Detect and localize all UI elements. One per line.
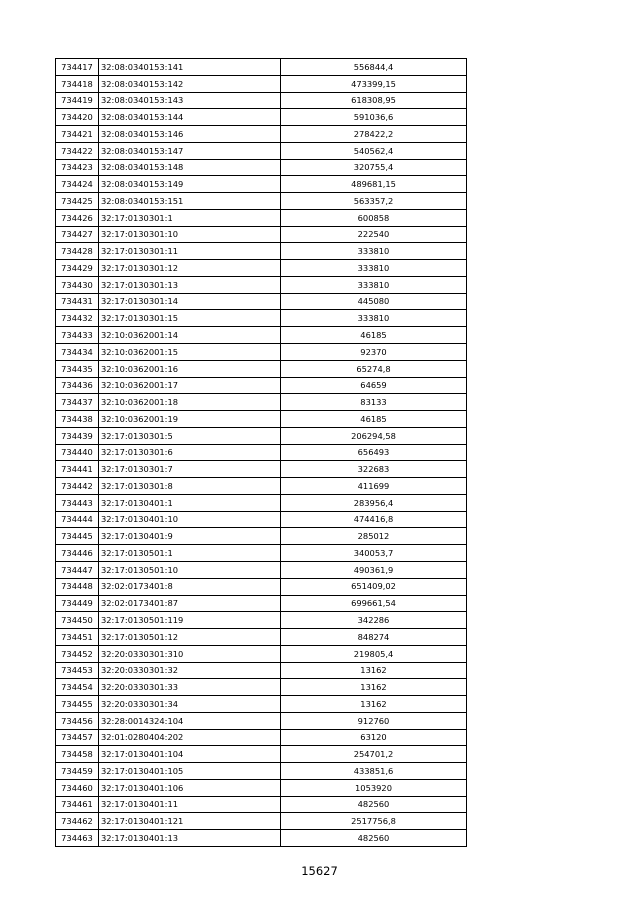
page-number: 15627 <box>301 864 338 878</box>
cadastral-value-cell: 340053,7 <box>281 545 467 562</box>
cadastral-value-cell: 490361,9 <box>281 561 467 578</box>
cadastral-number-cell: 32:08:0340153:151 <box>99 193 281 210</box>
cadastral-value-cell: 254701,2 <box>281 746 467 763</box>
cadastral-value-cell: 322683 <box>281 461 467 478</box>
table-row <box>56 545 467 562</box>
table-row <box>56 511 467 528</box>
row-id-cell: 734430 <box>56 276 99 293</box>
cadastral-value-cell: 63120 <box>281 729 467 746</box>
row-id-cell: 734423 <box>56 159 99 176</box>
table-row <box>56 830 467 847</box>
table-row <box>56 226 467 243</box>
cadastral-value-cell: 556844,4 <box>281 59 467 76</box>
row-id-cell: 734434 <box>56 344 99 361</box>
cadastral-number-cell: 32:17:0130301:8 <box>99 478 281 495</box>
cadastral-number-cell: 32:17:0130301:5 <box>99 427 281 444</box>
row-id-cell: 734460 <box>56 779 99 796</box>
cadastral-number-cell: 32:17:0130301:11 <box>99 243 281 260</box>
table-row <box>56 193 467 210</box>
row-id-cell: 734435 <box>56 360 99 377</box>
cadastral-number-cell: 32:17:0130301:6 <box>99 444 281 461</box>
row-id-cell: 734433 <box>56 327 99 344</box>
cadastral-value-cell: 285012 <box>281 528 467 545</box>
row-id-cell: 734429 <box>56 260 99 277</box>
cadastral-value-cell: 482560 <box>281 830 467 847</box>
table-row <box>56 159 467 176</box>
cadastral-number-cell: 32:17:0130401:10 <box>99 511 281 528</box>
cadastral-number-cell: 32:17:0130401:9 <box>99 528 281 545</box>
row-id-cell: 734417 <box>56 59 99 76</box>
cadastral-value-cell: 591036,6 <box>281 109 467 126</box>
cadastral-value-cell: 13162 <box>281 696 467 713</box>
cadastral-value-cell: 283956,4 <box>281 494 467 511</box>
table-row <box>56 92 467 109</box>
table-row <box>56 494 467 511</box>
row-id-cell: 734431 <box>56 293 99 310</box>
cadastral-number-cell: 32:08:0340153:141 <box>99 59 281 76</box>
row-id-cell: 734442 <box>56 478 99 495</box>
row-id-cell: 734446 <box>56 545 99 562</box>
cadastral-number-cell: 32:17:0130501:12 <box>99 629 281 646</box>
row-id-cell: 734421 <box>56 126 99 143</box>
row-id-cell: 734449 <box>56 595 99 612</box>
cadastral-number-cell: 32:17:0130401:106 <box>99 779 281 796</box>
cadastral-value-cell: 563357,2 <box>281 193 467 210</box>
cadastral-value-cell: 46185 <box>281 327 467 344</box>
cadastral-number-cell: 32:17:0130401:104 <box>99 746 281 763</box>
table-row <box>56 59 467 76</box>
row-id-cell: 734439 <box>56 427 99 444</box>
table-row <box>56 360 467 377</box>
cadastral-value-cell: 445080 <box>281 293 467 310</box>
cadastral-value-cell: 473399,15 <box>281 75 467 92</box>
table-row <box>56 243 467 260</box>
cadastral-value-cell: 482560 <box>281 796 467 813</box>
cadastral-value-cell: 333810 <box>281 310 467 327</box>
table-row <box>56 629 467 646</box>
cadastral-number-cell: 32:17:0130301:14 <box>99 293 281 310</box>
row-id-cell: 734463 <box>56 830 99 847</box>
cadastral-value-cell: 489681,15 <box>281 176 467 193</box>
cadastral-value-cell: 219805,4 <box>281 645 467 662</box>
table-row <box>56 478 467 495</box>
table-row <box>56 813 467 830</box>
cadastral-value-cell: 13162 <box>281 662 467 679</box>
cadastral-number-cell: 32:17:0130401:105 <box>99 763 281 780</box>
table-row <box>56 344 467 361</box>
cadastral-number-cell: 32:17:0130401:11 <box>99 796 281 813</box>
table-row <box>56 796 467 813</box>
cadastral-number-cell: 32:08:0340153:146 <box>99 126 281 143</box>
row-id-cell: 734418 <box>56 75 99 92</box>
cadastral-value-cell: 13162 <box>281 679 467 696</box>
cadastral-number-cell: 32:10:0362001:17 <box>99 377 281 394</box>
cadastral-value-cell: 1053920 <box>281 779 467 796</box>
row-id-cell: 734441 <box>56 461 99 478</box>
cadastral-number-cell: 32:10:0362001:18 <box>99 394 281 411</box>
cadastral-value-cell: 206294,58 <box>281 427 467 444</box>
table-row <box>56 209 467 226</box>
cadastral-number-cell: 32:20:0330301:33 <box>99 679 281 696</box>
table-row <box>56 109 467 126</box>
table-row <box>56 696 467 713</box>
cadastral-value-cell: 2517756,8 <box>281 813 467 830</box>
table-row <box>56 276 467 293</box>
cadastral-value-cell: 320755,4 <box>281 159 467 176</box>
cadastral-value-cell: 411699 <box>281 478 467 495</box>
cadastral-value-cell: 278422,2 <box>281 126 467 143</box>
row-id-cell: 734458 <box>56 746 99 763</box>
cadastral-value-cell: 64659 <box>281 377 467 394</box>
row-id-cell: 734457 <box>56 729 99 746</box>
cadastral-number-cell: 32:17:0130301:12 <box>99 260 281 277</box>
table-row <box>56 310 467 327</box>
row-id-cell: 734426 <box>56 209 99 226</box>
table-row <box>56 729 467 746</box>
cadastral-value-cell: 600858 <box>281 209 467 226</box>
table-row <box>56 595 467 612</box>
cadastral-number-cell: 32:17:0130301:15 <box>99 310 281 327</box>
row-id-cell: 734451 <box>56 629 99 646</box>
cadastral-number-cell: 32:17:0130401:1 <box>99 494 281 511</box>
row-id-cell: 734428 <box>56 243 99 260</box>
cadastral-number-cell: 32:17:0130301:7 <box>99 461 281 478</box>
row-id-cell: 734461 <box>56 796 99 813</box>
table-row <box>56 746 467 763</box>
row-id-cell: 734427 <box>56 226 99 243</box>
cadastral-number-cell: 32:17:0130401:13 <box>99 830 281 847</box>
cadastral-value-cell: 433851,6 <box>281 763 467 780</box>
cadastral-number-cell: 32:08:0340153:144 <box>99 109 281 126</box>
cadastral-value-cell: 656493 <box>281 444 467 461</box>
cadastral-number-cell: 32:02:0173401:87 <box>99 595 281 612</box>
row-id-cell: 734419 <box>56 92 99 109</box>
cadastral-value-table <box>55 58 467 847</box>
row-id-cell: 734437 <box>56 394 99 411</box>
table-row <box>56 411 467 428</box>
table-row <box>56 444 467 461</box>
cadastral-value-cell: 222540 <box>281 226 467 243</box>
cadastral-value-cell: 699661,54 <box>281 595 467 612</box>
cadastral-value-cell: 333810 <box>281 260 467 277</box>
row-id-cell: 734444 <box>56 511 99 528</box>
cadastral-value-cell: 46185 <box>281 411 467 428</box>
cadastral-value-cell: 342286 <box>281 612 467 629</box>
cadastral-number-cell: 32:08:0340153:148 <box>99 159 281 176</box>
cadastral-number-cell: 32:17:0130301:13 <box>99 276 281 293</box>
cadastral-value-cell: 848274 <box>281 629 467 646</box>
cadastral-number-cell: 32:17:0130401:121 <box>99 813 281 830</box>
table-row <box>56 679 467 696</box>
row-id-cell: 734447 <box>56 561 99 578</box>
cadastral-value-cell: 65274,8 <box>281 360 467 377</box>
table-row <box>56 176 467 193</box>
row-id-cell: 734438 <box>56 411 99 428</box>
cadastral-value-cell: 333810 <box>281 243 467 260</box>
row-id-cell: 734425 <box>56 193 99 210</box>
cadastral-number-cell: 32:20:0330301:34 <box>99 696 281 713</box>
table-row <box>56 126 467 143</box>
cadastral-value-cell: 333810 <box>281 276 467 293</box>
cadastral-number-cell: 32:08:0340153:143 <box>99 92 281 109</box>
cadastral-value-cell: 474416,8 <box>281 511 467 528</box>
table-row <box>56 427 467 444</box>
cadastral-number-cell: 32:01:0280404:202 <box>99 729 281 746</box>
table-row <box>56 327 467 344</box>
cadastral-number-cell: 32:20:0330301:310 <box>99 645 281 662</box>
cadastral-number-cell: 32:02:0173401:8 <box>99 578 281 595</box>
row-id-cell: 734459 <box>56 763 99 780</box>
table-row <box>56 645 467 662</box>
row-id-cell: 734440 <box>56 444 99 461</box>
table-row <box>56 578 467 595</box>
table-row <box>56 293 467 310</box>
cadastral-number-cell: 32:08:0340153:147 <box>99 142 281 159</box>
cadastral-number-cell: 32:08:0340153:149 <box>99 176 281 193</box>
cadastral-number-cell: 32:10:0362001:14 <box>99 327 281 344</box>
cadastral-value-cell: 651409,02 <box>281 578 467 595</box>
row-id-cell: 734448 <box>56 578 99 595</box>
cadastral-number-cell: 32:17:0130501:10 <box>99 561 281 578</box>
row-id-cell: 734432 <box>56 310 99 327</box>
cadastral-number-cell: 32:17:0130501:1 <box>99 545 281 562</box>
table-row <box>56 662 467 679</box>
cadastral-number-cell: 32:20:0330301:32 <box>99 662 281 679</box>
table-row <box>56 377 467 394</box>
table-row <box>56 779 467 796</box>
table-row <box>56 763 467 780</box>
table-row <box>56 561 467 578</box>
row-id-cell: 734422 <box>56 142 99 159</box>
cadastral-number-cell: 32:10:0362001:16 <box>99 360 281 377</box>
table-body <box>56 59 467 847</box>
cadastral-value-cell: 92370 <box>281 344 467 361</box>
table-row <box>56 612 467 629</box>
table-row <box>56 712 467 729</box>
cadastral-number-cell: 32:28:0014324:104 <box>99 712 281 729</box>
row-id-cell: 734420 <box>56 109 99 126</box>
table-row <box>56 260 467 277</box>
row-id-cell: 734462 <box>56 813 99 830</box>
cadastral-number-cell: 32:10:0362001:19 <box>99 411 281 428</box>
table-row <box>56 528 467 545</box>
row-id-cell: 734455 <box>56 696 99 713</box>
row-id-cell: 734445 <box>56 528 99 545</box>
cadastral-value-cell: 912760 <box>281 712 467 729</box>
row-id-cell: 734424 <box>56 176 99 193</box>
table-row <box>56 394 467 411</box>
cadastral-number-cell: 32:10:0362001:15 <box>99 344 281 361</box>
cadastral-number-cell: 32:17:0130501:119 <box>99 612 281 629</box>
cadastral-number-cell: 32:17:0130301:1 <box>99 209 281 226</box>
cadastral-value-cell: 83133 <box>281 394 467 411</box>
row-id-cell: 734453 <box>56 662 99 679</box>
cadastral-number-cell: 32:08:0340153:142 <box>99 75 281 92</box>
table-row <box>56 142 467 159</box>
row-id-cell: 734456 <box>56 712 99 729</box>
cadastral-value-cell: 618308,95 <box>281 92 467 109</box>
cadastral-number-cell: 32:17:0130301:10 <box>99 226 281 243</box>
row-id-cell: 734443 <box>56 494 99 511</box>
cadastral-value-cell: 540562,4 <box>281 142 467 159</box>
row-id-cell: 734452 <box>56 645 99 662</box>
row-id-cell: 734450 <box>56 612 99 629</box>
row-id-cell: 734436 <box>56 377 99 394</box>
table-row <box>56 461 467 478</box>
row-id-cell: 734454 <box>56 679 99 696</box>
table-row <box>56 75 467 92</box>
